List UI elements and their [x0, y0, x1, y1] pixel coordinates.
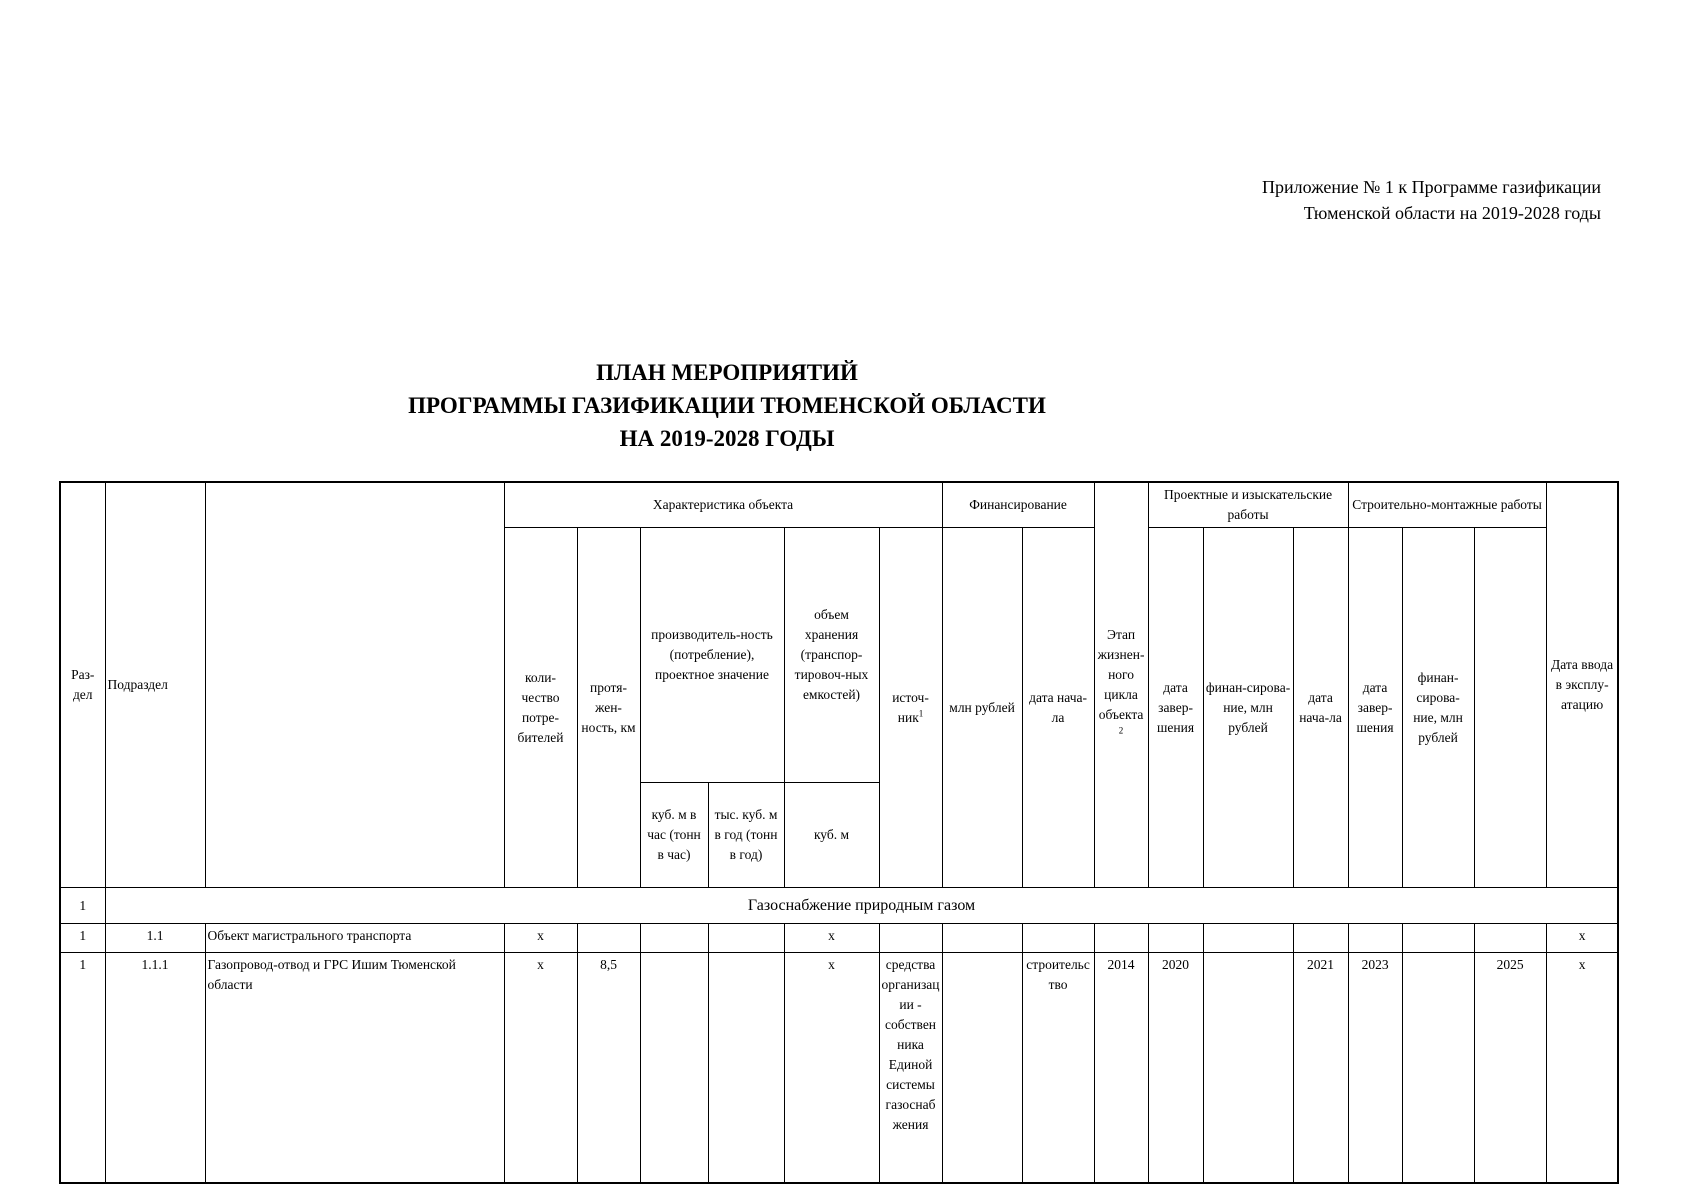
cell-group: х: [1546, 924, 1618, 953]
cell-design-fin: [1203, 924, 1293, 953]
cell-commissioning: [1474, 924, 1546, 953]
cell-constr-fin: [1402, 953, 1474, 1183]
cell-design-fin: [1203, 953, 1293, 1183]
header-consumers-count: коли-чество потре-бителей: [504, 528, 577, 888]
header-storage-unit: куб. м: [784, 783, 879, 888]
cell-constr-end: [1348, 924, 1402, 953]
footnote-1: 1: [918, 708, 924, 718]
table-row: [60, 924, 1618, 953]
header-design: Проектные и изыскательские работы: [1148, 482, 1348, 528]
cell-design-start: 2014: [1094, 953, 1148, 1183]
title-line-2: ПРОГРАММЫ ГАЗИФИКАЦИИ ТЮМЕНСКОЙ ОБЛАСТИ: [408, 393, 1046, 418]
cell-constr-start: 2021: [1293, 953, 1348, 1183]
annex-line-2: Тюменской области на 2019-2028 годы: [1303, 203, 1601, 223]
header-financing: Финансирование: [942, 482, 1094, 528]
header-storage: объем хранения (транспор-тировоч-ных емкостей): [784, 528, 879, 783]
header-name: [205, 482, 504, 888]
header-construction: Строительно-монтажные работы: [1348, 482, 1546, 528]
cell-group: х: [1546, 953, 1618, 1183]
cell-source: [879, 924, 942, 953]
header-stage: Этап жизнен-ного цикла объекта$^2$: [1094, 482, 1148, 888]
header-row-1: [60, 482, 1618, 528]
cell-length: 8,5: [577, 953, 640, 1183]
cell-stage: строительство: [1022, 953, 1094, 1183]
cell-name: Объект магистрального транспорта: [205, 924, 504, 953]
cell-razdel: 1: [60, 924, 105, 953]
header-source: источ-ник$^1$: [879, 528, 942, 888]
header-cap-hour: куб. м в час (тонн в час): [640, 783, 708, 888]
header-length: протя-жен-ность, км: [577, 528, 640, 888]
header-characteristics: Характеристика объекта: [504, 482, 942, 528]
annex-line-1: Приложение № 1 к Программе газификации: [1262, 177, 1601, 197]
cell-name: Газопровод-отвод и ГРС Ишим Тюменской области: [205, 953, 504, 1183]
cell-design-start: [1094, 924, 1148, 953]
cell-mln-rub: [942, 953, 1022, 1183]
cell-podrazdel: 1.1: [105, 924, 205, 953]
table-row: [60, 953, 1618, 1183]
cell-consumers: х: [504, 924, 577, 953]
header-cap-year: тыс. куб. м в год (тонн в год): [708, 783, 784, 888]
cell-storage: х: [784, 953, 879, 1183]
header-design-start: дата нача-ла: [1022, 528, 1094, 888]
annex-note: [1262, 174, 1601, 226]
cell-podrazdel: 1.1.1: [105, 953, 205, 1183]
cell-cap-hour: [640, 924, 708, 953]
cell-stage: [1022, 924, 1094, 953]
cell-constr-fin: [1402, 924, 1474, 953]
header-design-fin: финан-сирова-ние, млн рублей: [1203, 528, 1293, 888]
cell-consumers: х: [504, 953, 577, 1183]
cell-length: [577, 924, 640, 953]
cell-storage: х: [784, 924, 879, 953]
header-constr-fin: финан-сирова-ние, млн рублей: [1402, 528, 1474, 888]
header-capacity: производитель-ность (потребление), проектное значение: [640, 528, 784, 783]
header-mln-rub: млн рублей: [942, 528, 1022, 888]
section-title: Газоснабжение природным газом: [105, 888, 1618, 924]
cell-cap-hour: [640, 953, 708, 1183]
header-design-end: дата завер-шения: [1148, 528, 1203, 888]
cell-cap-year: [708, 924, 784, 953]
section-razdel: 1: [60, 888, 105, 924]
header-razdel: Раз-дел: [60, 482, 105, 888]
cell-design-end: 2020: [1148, 953, 1203, 1183]
header-constr-end: дата завер-шения: [1348, 528, 1402, 888]
cell-razdel: 1: [60, 953, 105, 1183]
cell-constr-start: [1293, 924, 1348, 953]
cell-design-end: [1148, 924, 1203, 953]
cell-source: средства организации - собственника Единой системы газоснабжения: [879, 953, 942, 1183]
cell-mln-rub: [942, 924, 1022, 953]
cell-commissioning: 2025: [1474, 953, 1546, 1183]
title-line-3: НА 2019-2028 ГОДЫ: [619, 426, 835, 451]
footnote-2: 2: [1118, 725, 1124, 736]
title-line-1: ПЛАН МЕРОПРИЯТИЙ: [596, 360, 858, 385]
section-row: [60, 888, 1618, 924]
cell-cap-year: [708, 953, 784, 1183]
plan-table: [59, 481, 1619, 1184]
header-podrazdel: Подраздел: [105, 482, 205, 888]
page-title: [300, 356, 1154, 455]
header-constr-start: дата нача-ла: [1293, 528, 1348, 888]
header-commissioning: Дата ввода в эксплу-атацию: [1546, 482, 1618, 888]
cell-constr-end: 2023: [1348, 953, 1402, 1183]
